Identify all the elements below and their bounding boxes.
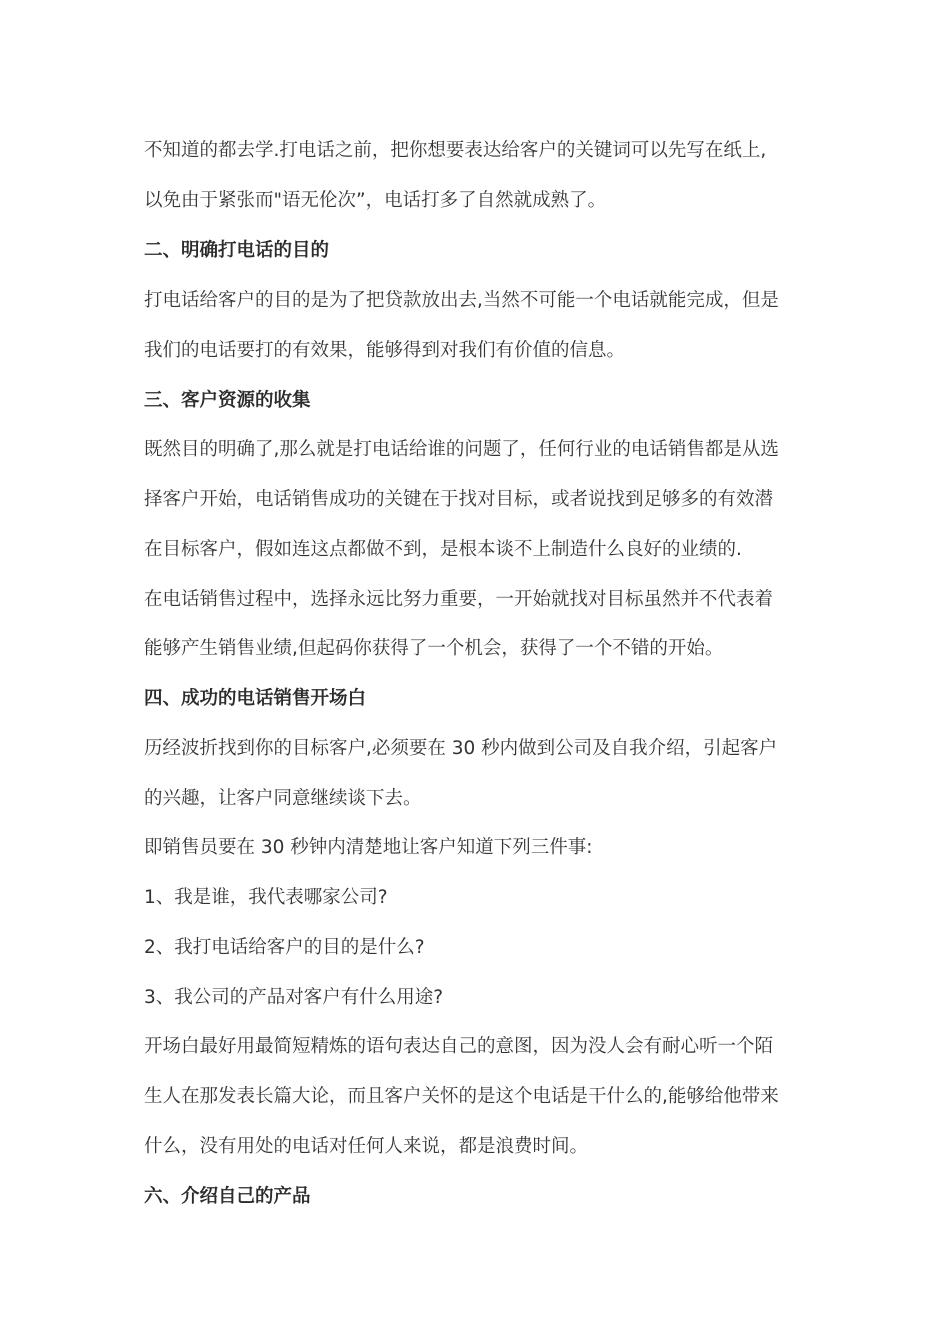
- paragraph-line: 打电话给客户的目的是为了把贷款放出去,当然不可能一个电话就能完成，但是: [144, 290, 779, 311]
- section-heading: 三、客户资源的收集: [144, 390, 311, 411]
- paragraph-line: 我们的电话要打的有效果，能够得到对我们有价值的信息。: [144, 340, 626, 361]
- paragraph-line: 能够产生销售业绩,但起码你获得了一个机会，获得了一个不错的开始。: [144, 638, 724, 659]
- paragraph-line: 的兴趣，让客户同意继续谈下去。: [144, 788, 422, 809]
- section-heading: 四、成功的电话销售开场白: [144, 688, 367, 709]
- paragraph-line: 既然目的明确了,那么就是打电话给谁的问题了，任何行业的电话销售都是从选: [144, 439, 779, 460]
- list-item: 1、我是谁，我代表哪家公司?: [144, 887, 388, 908]
- section-heading: 六、介绍自己的产品: [144, 1186, 311, 1207]
- list-item: 2、我打电话给客户的目的是什么?: [144, 937, 425, 958]
- paragraph-line: 什么，没有用处的电话对任何人来说，都是浪费时间。: [144, 1136, 589, 1157]
- paragraph-line: 以免由于紧张而"语无伦次”，电话打多了自然就成熟了。: [144, 190, 607, 211]
- paragraph-line: 历经波折找到你的目标客户,必须要在 30 秒内做到公司及自我介绍，引起客户: [144, 738, 778, 759]
- list-item: 3、我公司的产品对客户有什么用途?: [144, 987, 444, 1008]
- paragraph-line: 即销售员要在 30 秒钟内清楚地让客户知道下列三件事:: [144, 837, 593, 858]
- paragraph-line: 不知道的都去学.打电话之前，把你想要表达给客户的关键词可以先写在纸上,: [144, 140, 767, 161]
- paragraph-line: 在目标客户，假如连这点都做不到，是根本谈不上制造什么良好的业绩的.: [144, 539, 742, 560]
- section-heading: 二、明确打电话的目的: [144, 240, 330, 261]
- paragraph-line: 在电话销售过程中，选择永远比努力重要，一开始就找对目标虽然并不代表着: [144, 589, 774, 610]
- paragraph-line: 择客户开始，电话销售成功的关键在于找对目标，或者说找到足够多的有效潜: [144, 489, 774, 510]
- paragraph-line: 生人在那发表长篇大论，而且客户关怀的是这个电话是干什么的,能够给他带来: [144, 1086, 779, 1107]
- paragraph-line: 开场白最好用最简短精炼的语句表达自己的意图，因为没人会有耐心听一个陌: [144, 1036, 774, 1057]
